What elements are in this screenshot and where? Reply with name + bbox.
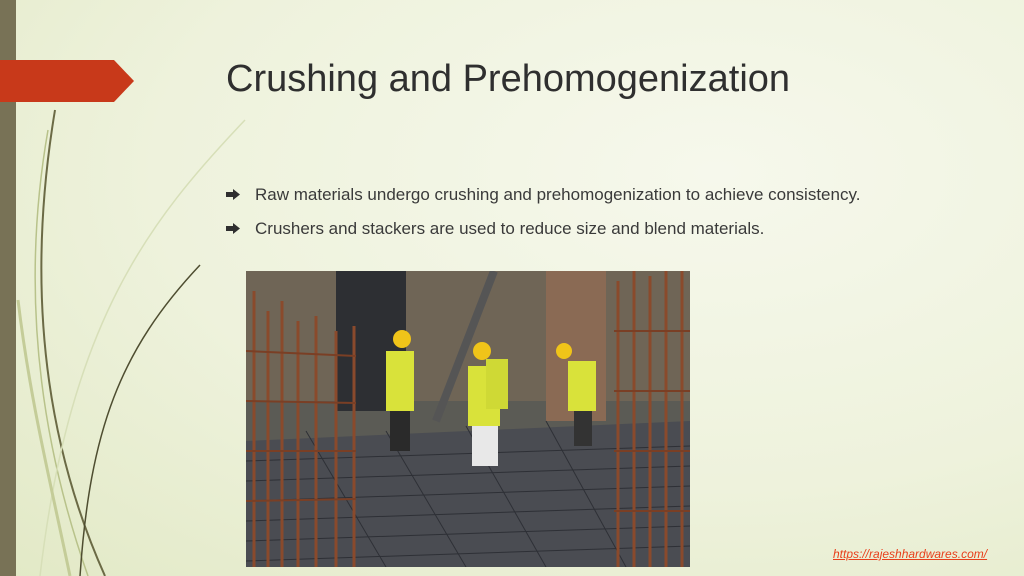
construction-workers-photo [246,271,690,567]
bullet-item [226,183,926,206]
website-link[interactable]: https://rajeshhardwares.com/ [833,547,988,561]
bullet-text: Crushers and stackers are used to reduce size and blend materials. [255,219,765,238]
arrow-bullet-icon [226,189,240,200]
slide-title: Crushing and Prehomogenization [226,58,791,100]
bullet-list [226,183,926,251]
arrow-bullet-icon [226,223,240,234]
bullet-item [226,217,926,240]
bullet-text: Raw materials undergo crushing and prehomogenization to achieve consistency. [255,185,861,204]
title-accent-arrow [0,60,134,102]
